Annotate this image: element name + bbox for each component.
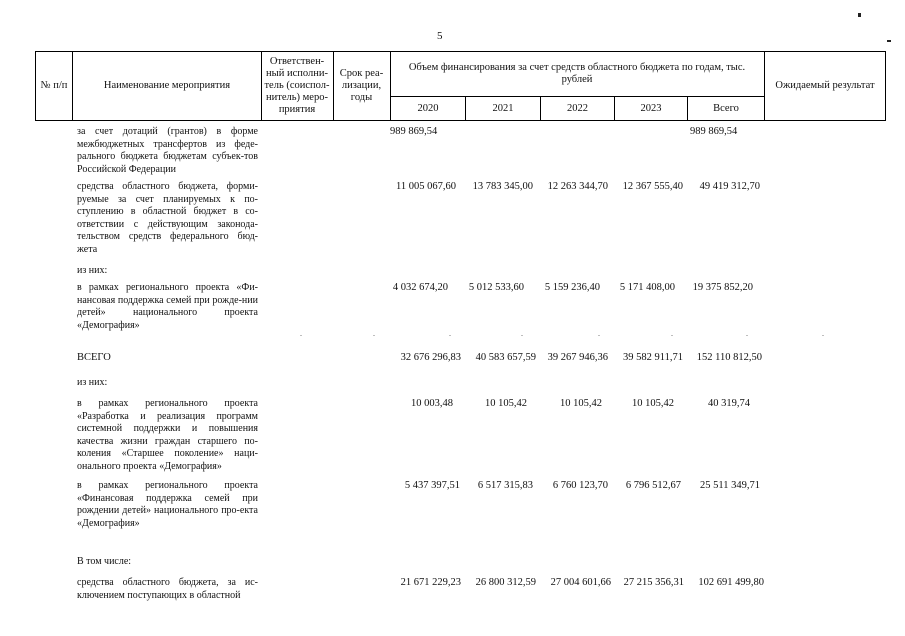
- header-responsible: Ответствен-ный исполни-тель (соиспол-нитель) меро-приятия: [264, 56, 330, 115]
- row-value-2022: 12 263 344,70: [547, 181, 608, 192]
- row-value-total: 40 319,74: [708, 398, 750, 409]
- row-description: из них:: [77, 265, 108, 276]
- row-description: ВСЕГО: [77, 352, 111, 363]
- row-description: средства областного бюджета, форми-руемые за счет планируемых к по-ступлению в областной бюджет в со-ответствии с действующим законода-тельством средств федерального бюд-жета: [77, 181, 258, 255]
- row-value-2020: 21 671 229,23: [400, 577, 461, 588]
- scan-noise: .: [671, 329, 673, 338]
- row-value-total: 49 419 312,70: [699, 181, 760, 192]
- row-value-2022: 39 267 946,36: [547, 352, 608, 363]
- row-value-2021: 5 012 533,60: [468, 282, 524, 293]
- row-value-2023: 6 796 512,67: [625, 480, 681, 491]
- header-term: Срок реа-лизации, годы: [339, 68, 384, 103]
- row-value-2023: 10 105,42: [632, 398, 674, 409]
- row-description: В том числе:: [77, 556, 132, 567]
- scan-noise: .: [521, 329, 523, 338]
- row-description: в рамках регионального проекта «Фи-нансовая поддержка семей при рожде-нии детей» национального проекта «Демография»: [77, 282, 258, 331]
- row-value-2021: 40 583 657,59: [475, 352, 536, 363]
- scan-noise: .: [300, 329, 302, 338]
- row-value-total: 19 375 852,20: [692, 282, 753, 293]
- header-financing: Объем финансирования за счет средств областного бюджета по годам, тыс. рублей: [408, 62, 746, 85]
- header-year-2021: 2021: [492, 103, 514, 114]
- row-value-2021: 6 517 315,83: [477, 480, 533, 491]
- scan-noise: .: [598, 329, 600, 338]
- row-description: в рамках регионального проекта «Финансовая поддержка семей при рождении детей» национального про-екта «Демография»: [77, 480, 258, 529]
- row-value-2023: 27 215 356,31: [623, 577, 684, 588]
- row-value-2021: 13 783 345,00: [472, 181, 533, 192]
- scan-noise: .: [822, 329, 824, 338]
- row-value-2020: 5 437 397,51: [404, 480, 460, 491]
- header-total: Всего: [713, 103, 739, 114]
- row-value-2023: 12 367 555,40: [622, 181, 683, 192]
- row-value-2023: 5 171 408,00: [619, 282, 675, 293]
- header-name: Наименование мероприятия: [103, 80, 231, 91]
- row-description: из них:: [77, 377, 108, 388]
- header-year-2022: 2022: [567, 103, 588, 114]
- row-value-2022: 5 159 236,40: [544, 282, 600, 293]
- row-value-2020: 11 005 067,60: [396, 181, 456, 192]
- row-value-2020: 4 032 674,20: [392, 282, 448, 293]
- header-result: Ожидаемый результат: [775, 80, 875, 91]
- page-number: 5: [437, 30, 443, 42]
- row-value-2020: 10 003,48: [411, 398, 453, 409]
- row-value-2022: 10 105,42: [560, 398, 602, 409]
- scan-noise: .: [449, 329, 451, 338]
- row-value-total: 25 511 349,71: [700, 480, 760, 491]
- row-value-2021: 10 105,42: [485, 398, 527, 409]
- header-year-2020: 2020: [417, 103, 439, 114]
- header-num: № п/п: [40, 80, 68, 91]
- scan-mark: [887, 40, 891, 42]
- row-value-2022: 27 004 601,66: [550, 577, 611, 588]
- scan-noise: .: [373, 329, 375, 338]
- row-value-total: 152 110 812,50: [696, 352, 762, 363]
- row-description: средства областного бюджета, за ис-ключением поступающих в областной: [77, 577, 258, 601]
- row-value-2022: 6 760 123,70: [552, 480, 608, 491]
- row-value-2023: 39 582 911,71: [623, 352, 683, 363]
- row-value-total: 102 691 499,80: [698, 577, 764, 588]
- scan-noise: .: [746, 329, 748, 338]
- row-value-2021: 26 800 312,59: [475, 577, 536, 588]
- row-value-2020: 32 676 296,83: [400, 352, 461, 363]
- row-value-2020: 989 869,54: [390, 126, 438, 137]
- row-value-total: 989 869,54: [690, 126, 738, 137]
- scan-mark: [858, 13, 861, 17]
- header-year-2023: 2023: [640, 103, 662, 114]
- row-description: за счет дотаций (грантов) в форме межбюджетных трансфертов из феде-рального бюджета бюджетам субъек-тов Российской Федерации: [77, 126, 258, 175]
- row-description: в рамках регионального проекта «Разработка и реализация программ системной поддержки и повышения качества жизни граждан старшего по-коления «Старшее поколение» наци-онального проекта «Демография»: [77, 398, 258, 472]
